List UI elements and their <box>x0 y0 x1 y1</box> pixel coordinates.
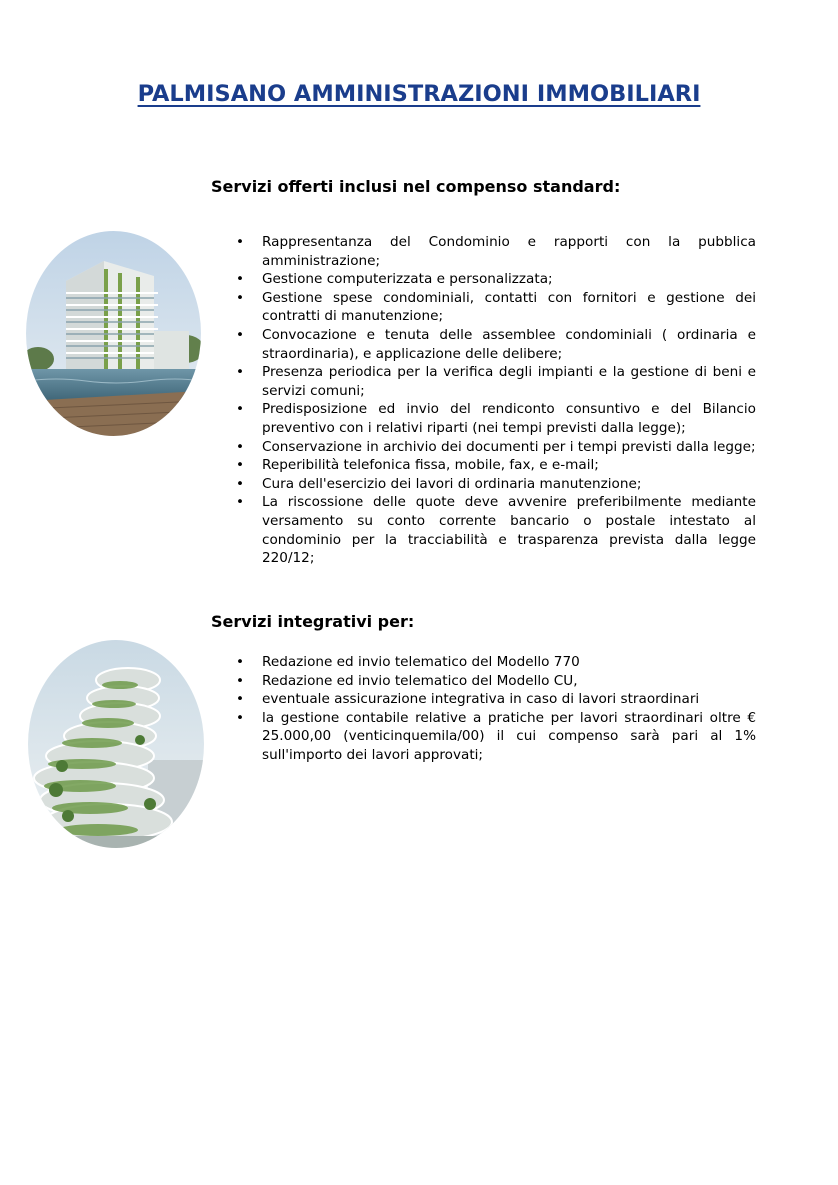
bullet: • <box>236 289 245 306</box>
building-photo-1 <box>26 231 201 436</box>
bullet: • <box>236 234 245 250</box>
additional-services-list <box>230 653 756 765</box>
bullet: • <box>236 709 245 726</box>
bullet: • <box>236 475 245 492</box>
list-item: • La riscossione delle quote deve avvenire preferibilmente mediante versamento su conto corrente bancario o postale intestato al condominio per la tracciabilità e trasparenza prevista dalla legge 220/12; <box>236 494 756 567</box>
bullet: • <box>236 654 245 670</box>
bullet: • <box>236 326 245 343</box>
standard-services-list <box>230 233 756 568</box>
list-item: • Gestione computerizzata e personalizzata; <box>236 271 553 288</box>
list-item: • Convocazione e tenuta delle assemblee condominiali ( ordinaria e straordinaria), e applicazione delle delibere; <box>236 326 756 362</box>
section1-heading: Servizi offerti inclusi nel compenso standard: <box>211 177 621 196</box>
list-item: • Redazione ed invio telematico del Modello CU, <box>236 672 578 689</box>
bullet: • <box>236 494 245 511</box>
page-title: PALMISANO AMMINISTRAZIONI IMMOBILIARI <box>137 81 701 107</box>
bullet: • <box>236 672 245 689</box>
list-item: • Cura dell'esercizio dei lavori di ordinaria manutenzione; <box>236 475 642 492</box>
bullet: • <box>236 401 245 418</box>
green-tower-image <box>28 640 204 848</box>
list-item: • Presenza periodica per la verifica degli impianti e la gestione di beni e servizi comuni; <box>236 364 756 399</box>
bullet: • <box>236 438 245 455</box>
bullet: • <box>236 691 245 708</box>
building-photo-2 <box>28 640 204 848</box>
bullet: • <box>236 364 245 381</box>
list-item: • Redazione ed invio telematico del Modello 770 <box>236 654 580 670</box>
list-item: • Predisposizione ed invio del rendiconto consuntivo e del Bilancio preventivo con i relativi riparti (nei tempi previsti dalla legge); <box>236 401 756 436</box>
waterfront-building-image <box>26 231 201 436</box>
list-item: • Gestione spese condominiali, contatti con fornitori e gestione dei contratti di manutenzione; <box>236 289 756 325</box>
list-item: • Reperibilità telefonica fissa, mobile, fax, e e-mail; <box>236 457 599 474</box>
list-item: • eventuale assicurazione integrativa in caso di lavori straordinari <box>236 691 700 708</box>
list-item: • Conservazione in archivio dei documenti per i tempi previsti dalla legge; <box>236 438 756 455</box>
section2-heading: Servizi integrativi per: <box>211 612 415 631</box>
bullet: • <box>236 271 245 288</box>
list-item: • Rappresentanza del Condominio e rapporti con la pubblica amministrazione; <box>236 234 756 269</box>
bullet: • <box>236 457 245 474</box>
list-item: • la gestione contabile relative a pratiche per lavori straordinari oltre € 25.000,00 (venticinquemila/00) il cui compenso sarà pari al 1% sull'importo dei lavori approvati; <box>236 709 756 763</box>
